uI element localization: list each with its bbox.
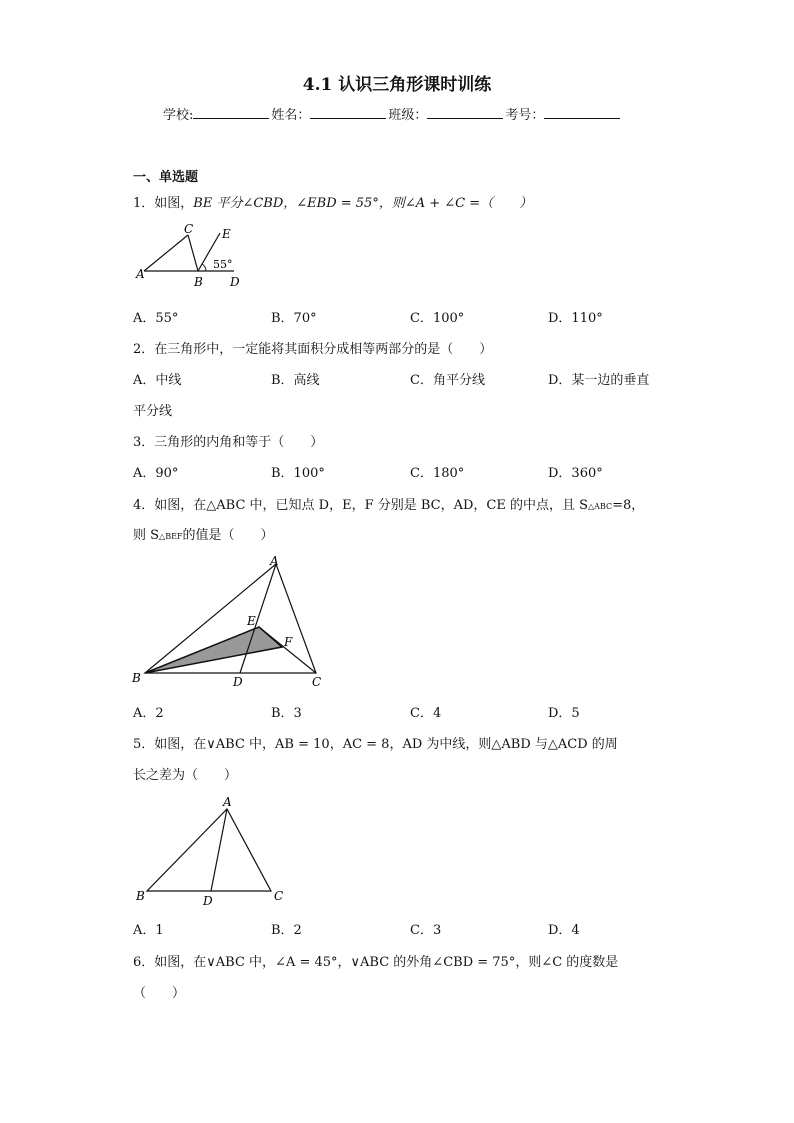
question-5-figure — [133, 792, 293, 910]
angle-arc — [202, 264, 206, 271]
q4-option-c[interactable]: C．4 — [410, 706, 442, 721]
label-c: C — [274, 889, 284, 903]
q3-option-b[interactable]: B．100° — [271, 466, 325, 481]
question-3-stem: 3．三角形的内角和等于（ ） — [133, 435, 324, 450]
line-ac — [144, 235, 188, 271]
question-6-stem-line2: （ ） — [133, 986, 186, 1001]
line-ad — [240, 564, 276, 673]
label-d: D — [233, 675, 243, 689]
line-cb — [188, 235, 198, 271]
label-e: E — [247, 614, 256, 628]
label-a: A — [136, 267, 145, 281]
q5-option-c[interactable]: C．3 — [410, 923, 442, 938]
label-c: C — [312, 675, 322, 689]
q1-option-d[interactable]: D．110° — [548, 311, 603, 326]
label-d: D — [203, 894, 213, 908]
exam-no-label: 考号： — [505, 108, 545, 123]
q4-option-a[interactable]: A．2 — [133, 706, 164, 721]
shaded-triangle-bef — [145, 627, 282, 673]
q2-option-b[interactable]: B．高线 — [271, 373, 320, 388]
question-4-stem-line2: 则 S△BEF的值是（ ） — [133, 528, 274, 543]
q4-option-b[interactable]: B．3 — [271, 706, 302, 721]
name-blank[interactable] — [310, 106, 386, 119]
line-ad — [211, 809, 227, 891]
label-b: B — [132, 671, 141, 685]
label-a: A — [270, 555, 279, 568]
label-f: F — [284, 635, 293, 649]
question-1-stem: 1．如图，BE 平分∠CBD，∠EBD = 55°，则∠A + ∠C =（ ） — [133, 196, 533, 211]
q5-option-b[interactable]: B．2 — [271, 923, 302, 938]
q5-option-d[interactable]: D．4 — [548, 923, 580, 938]
q3-option-d[interactable]: D．360° — [548, 466, 603, 481]
label-b: B — [194, 275, 203, 289]
question-2-stem: 2．在三角形中，一定能将其面积分成相等两部分的是（ ） — [133, 342, 493, 357]
exam-no-blank[interactable] — [544, 106, 620, 119]
q5-option-a[interactable]: A．1 — [133, 923, 164, 938]
q3-option-a[interactable]: A．90° — [133, 466, 179, 481]
question-5-stem-line1: 5．如图，在∨ABC 中，AB = 10，AC = 8，AD 为中线，则△ABD 与△ACD 的周 — [133, 737, 618, 752]
q2-option-d[interactable]: D．某一边的垂直 — [548, 373, 650, 388]
q1-option-c[interactable]: C．100° — [410, 311, 465, 326]
q2-option-a[interactable]: A．中线 — [133, 373, 182, 388]
section-title: 一、单选题 — [133, 170, 199, 185]
class-blank[interactable] — [427, 106, 503, 119]
q1-option-a[interactable]: A．55° — [133, 311, 179, 326]
school-label: 学校: — [163, 108, 194, 123]
question-1-figure — [134, 222, 246, 290]
question-5-stem-line2: 长之差为（ ） — [133, 768, 238, 783]
label-c: C — [184, 222, 194, 236]
question-4-figure — [130, 555, 330, 691]
q2-option-d-continued: 平分线 — [133, 404, 173, 419]
label-d: D — [230, 275, 240, 289]
q1-option-b[interactable]: B．70° — [271, 311, 317, 326]
q2-option-c[interactable]: C．角平分线 — [410, 373, 485, 388]
class-label: 班级： — [388, 108, 428, 123]
label-angle-55: 55° — [213, 258, 233, 271]
q3-option-c[interactable]: C．180° — [410, 466, 465, 481]
label-a: A — [223, 795, 232, 809]
triangle-abc — [147, 809, 271, 891]
name-label: 姓名： — [271, 108, 311, 123]
school-blank[interactable] — [193, 106, 269, 119]
question-6-stem-line1: 6．如图，在∨ABC 中，∠A = 45°，∨ABC 的外角∠CBD = 75°，则∠C 的度数是 — [133, 955, 619, 970]
student-info-line — [163, 104, 622, 123]
label-e: E — [222, 227, 231, 241]
question-4-stem-line1: 4．如图，在△ABC 中，已知点 D，E，F 分别是 BC，AD，CE 的中点，且 S△ABC=8， — [133, 498, 645, 513]
q4-option-d[interactable]: D．5 — [548, 706, 580, 721]
page-title: 4.1 认识三角形课时训练 — [302, 75, 492, 95]
label-b: B — [136, 889, 145, 903]
